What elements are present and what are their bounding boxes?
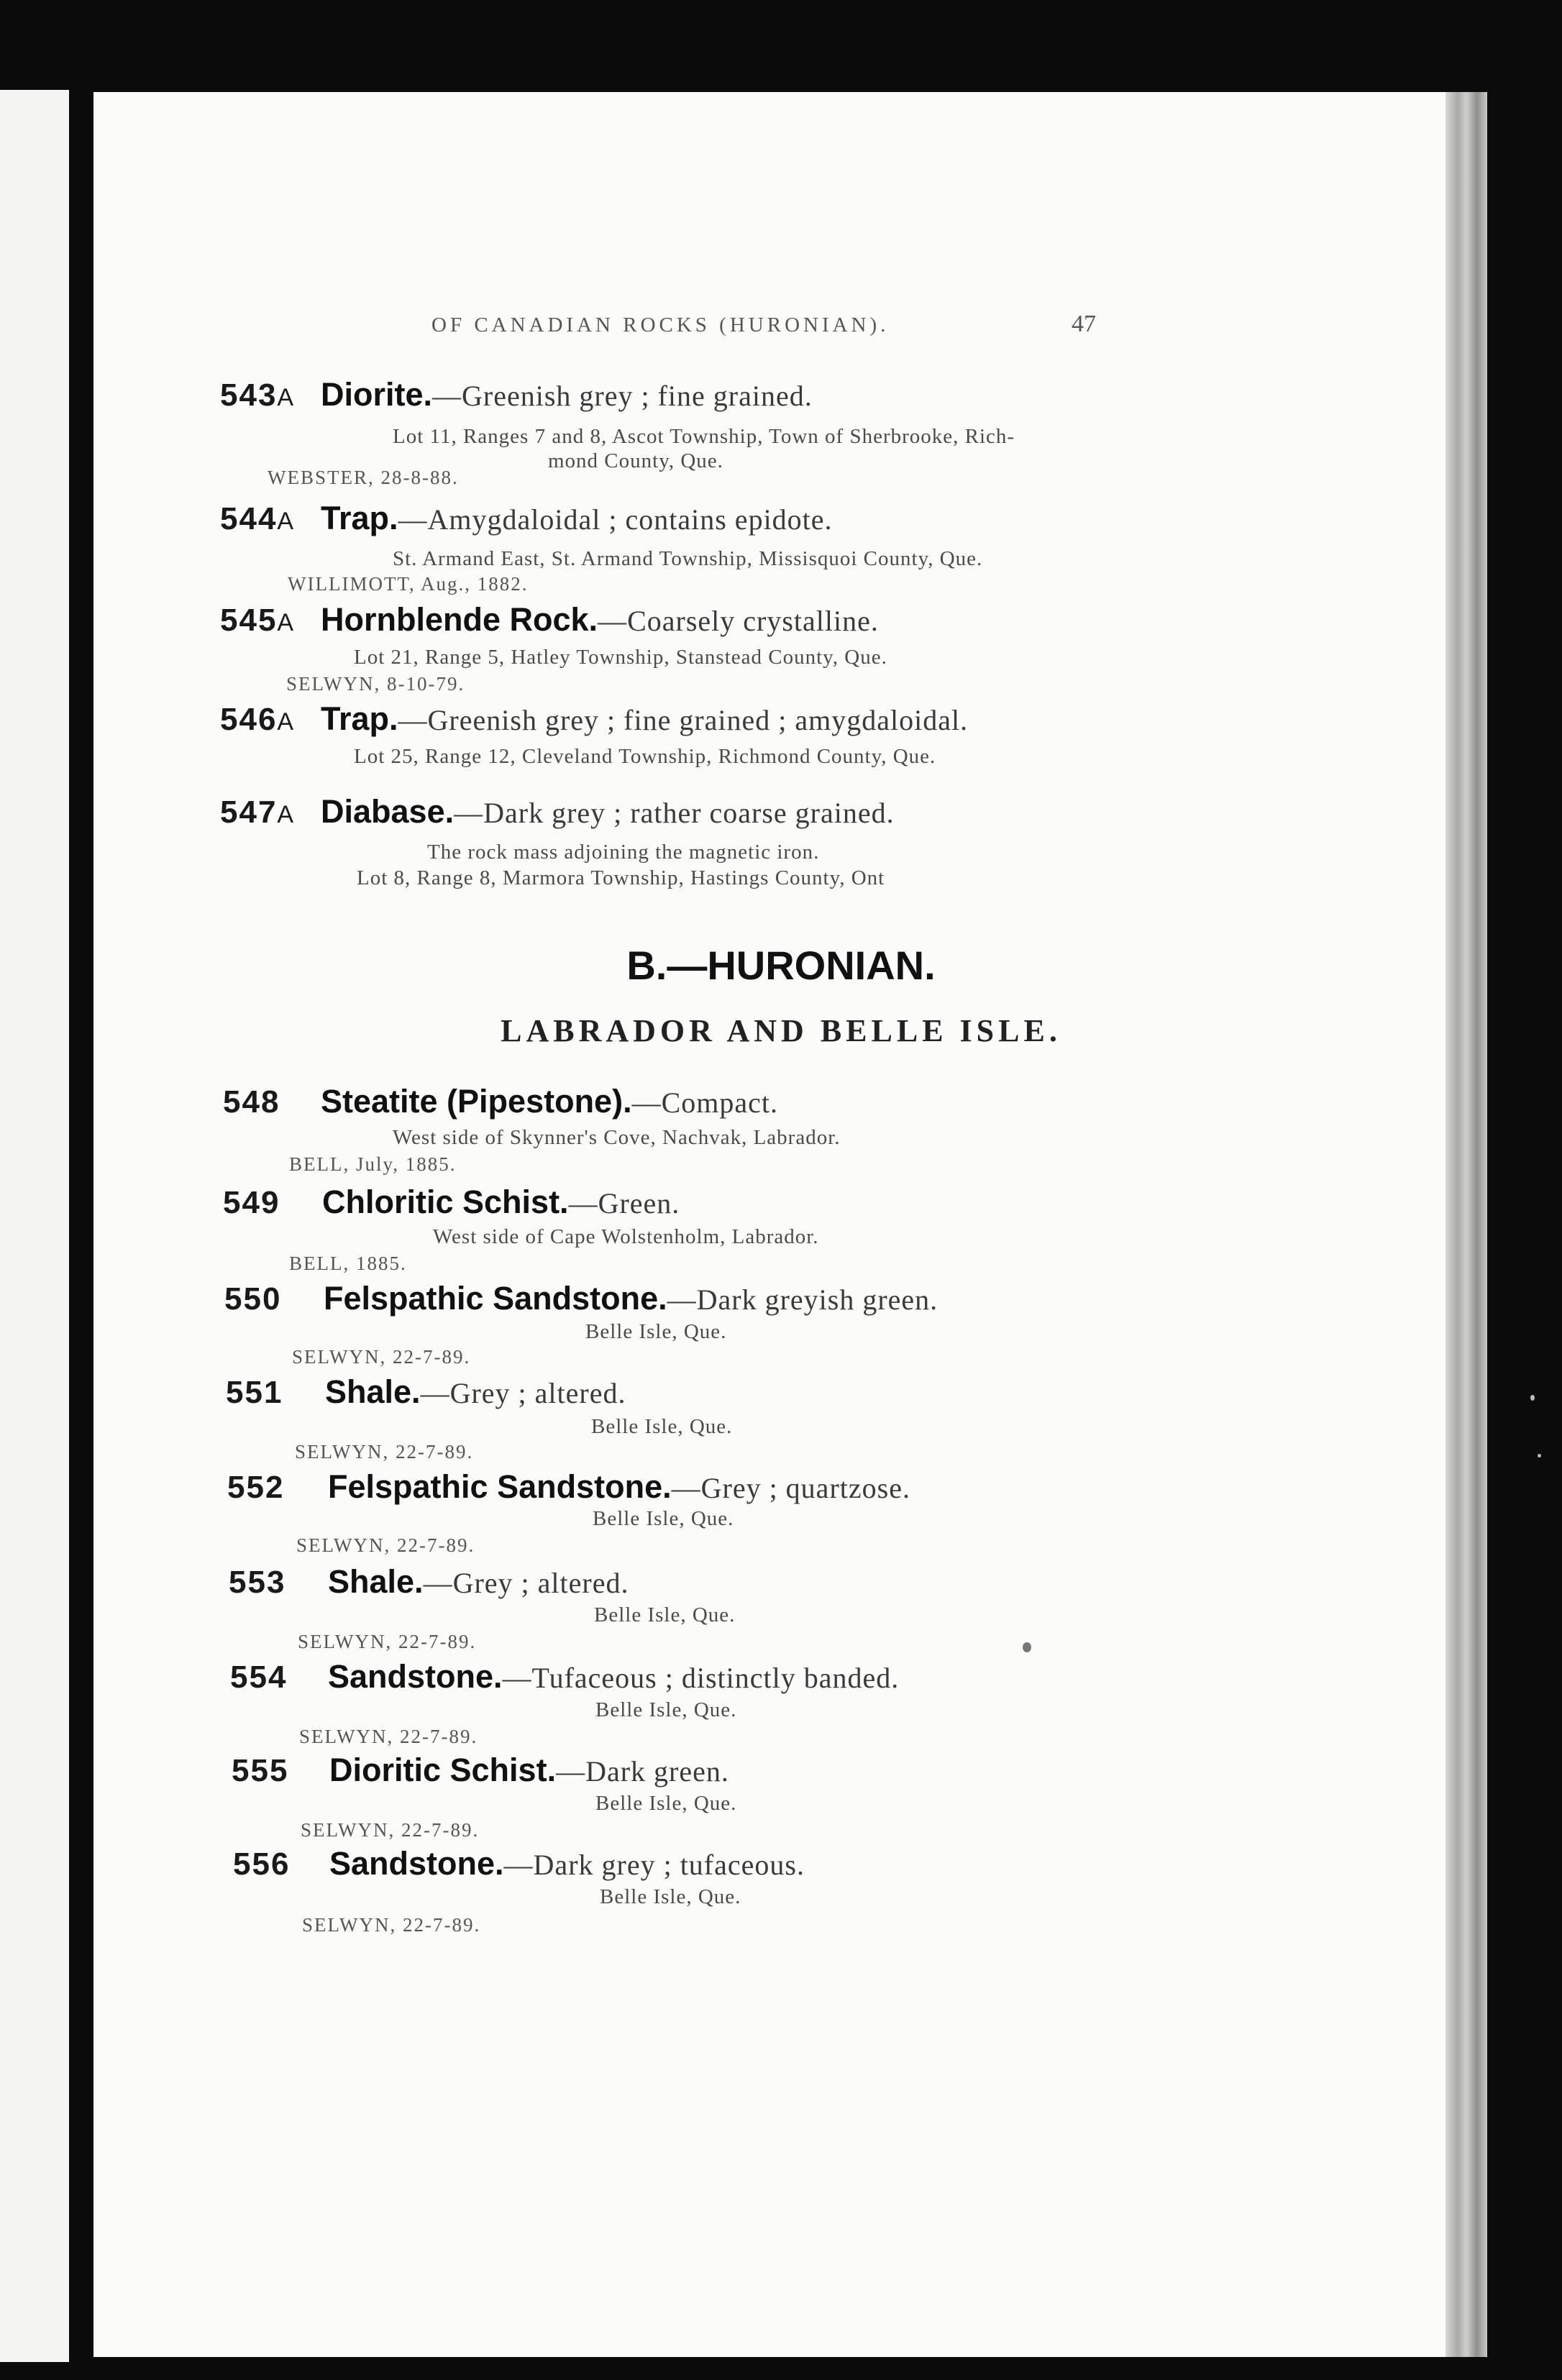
specimen-name: Shale.—Grey ; altered. [325, 1373, 626, 1410]
collector: SELWYN, 22-7-89. [295, 1441, 474, 1463]
collector: SELWYN, 22-7-89. [301, 1819, 480, 1841]
specimen-number: 554 [230, 1660, 288, 1695]
locality-line: West side of Skynner's Cove, Nachvak, Labrador. [393, 1126, 841, 1149]
specimen-number: 555 [232, 1753, 289, 1788]
specimen-number: 556 [233, 1846, 291, 1882]
specimen-name: Hornblende Rock.—Coarsely crystalline. [321, 601, 879, 638]
specimen-number: 552 [227, 1470, 285, 1505]
specimen-number: 550 [224, 1281, 282, 1317]
collector: BELL, 1885. [289, 1253, 407, 1274]
specimen-name: Chloritic Schist.—Green. [322, 1184, 680, 1220]
specimen-number: 547A [220, 795, 296, 830]
specimen-number: 545A [220, 603, 296, 638]
collector: WEBSTER, 28-8-88. [268, 467, 459, 488]
locality-line: mond County, Que. [548, 449, 723, 472]
locality-line: Belle Isle, Que. [595, 1698, 737, 1721]
collector: SELWYN, 22-7-89. [296, 1534, 475, 1556]
locality-line: Belle Isle, Que. [591, 1415, 733, 1438]
ink-speck [1023, 1642, 1031, 1652]
locality-line: Belle Isle, Que. [595, 1792, 737, 1815]
locality-line: The rock mass adjoining the magnetic iron. [427, 841, 820, 864]
specimen-number: 544A [220, 501, 296, 536]
running-head: OF CANADIAN ROCKS (HURONIAN). [431, 313, 890, 337]
page-number: 47 [1072, 311, 1096, 337]
locality-line: Lot 21, Range 5, Hatley Township, Stanstead County, Que. [354, 646, 887, 669]
adjacent-page-strip [0, 90, 69, 2362]
specimen-name: Shale.—Grey ; altered. [328, 1563, 629, 1600]
locality-line: Belle Isle, Que. [600, 1885, 741, 1908]
section-title: B.—HURONIAN. [626, 943, 936, 988]
specimen-name: Steatite (Pipestone).—Compact. [321, 1083, 778, 1120]
dust-speck [1530, 1395, 1535, 1401]
specimen-name: Dioritic Schist.—Dark green. [329, 1752, 729, 1788]
collector: WILLIMOTT, Aug., 1882. [288, 573, 529, 595]
specimen-name: Diabase.—Dark grey ; rather coarse grained. [321, 793, 895, 830]
specimen-name: Felspathic Sandstone.—Dark greyish green. [324, 1280, 938, 1317]
collector: SELWYN, 8-10-79. [286, 673, 465, 695]
specimen-number: 543A [220, 377, 296, 413]
locality-line: Lot 25, Range 12, Cleveland Township, Richmond County, Que. [354, 745, 936, 768]
specimen-name: Felspathic Sandstone.—Grey ; quartzose. [328, 1468, 910, 1505]
section-subtitle: LABRADOR AND BELLE ISLE. [501, 1013, 1061, 1048]
specimen-name: Sandstone.—Tufaceous ; distinctly banded. [328, 1658, 900, 1695]
specimen-number: 553 [229, 1565, 286, 1600]
specimen-number: 551 [226, 1375, 283, 1410]
collector: SELWYN, 22-7-89. [299, 1726, 478, 1747]
specimen-name: Diorite.—Greenish grey ; fine grained. [321, 376, 813, 413]
specimen-number: 549 [223, 1185, 280, 1220]
locality-line: St. Armand East, St. Armand Township, Missisquoi County, Que. [393, 547, 983, 570]
specimen-name: Trap.—Amygdaloidal ; contains epidote. [321, 500, 833, 536]
collector: BELL, July, 1885. [289, 1153, 457, 1175]
specimen-number: 546A [220, 702, 296, 737]
dust-speck [1538, 1454, 1541, 1457]
locality-line: Belle Isle, Que. [593, 1507, 734, 1530]
locality-line: West side of Cape Wolstenholm, Labrador. [433, 1225, 819, 1248]
locality-line: Lot 11, Ranges 7 and 8, Ascot Township, Town of Sherbrooke, Rich- [393, 425, 1015, 448]
locality-line: Lot 8, Range 8, Marmora Township, Hastings County, Ont [357, 866, 885, 889]
specimen-number: 548 [223, 1084, 280, 1120]
collector: SELWYN, 22-7-89. [292, 1346, 471, 1368]
page-edge [1445, 92, 1487, 2357]
collector: SELWYN, 22-7-89. [298, 1631, 477, 1652]
specimen-name: Sandstone.—Dark grey ; tufaceous. [329, 1845, 805, 1882]
locality-line: Belle Isle, Que. [585, 1320, 727, 1343]
collector: SELWYN, 22-7-89. [302, 1914, 481, 1936]
locality-line: Belle Isle, Que. [594, 1603, 736, 1626]
specimen-name: Trap.—Greenish grey ; fine grained ; amygdaloidal. [321, 700, 969, 737]
